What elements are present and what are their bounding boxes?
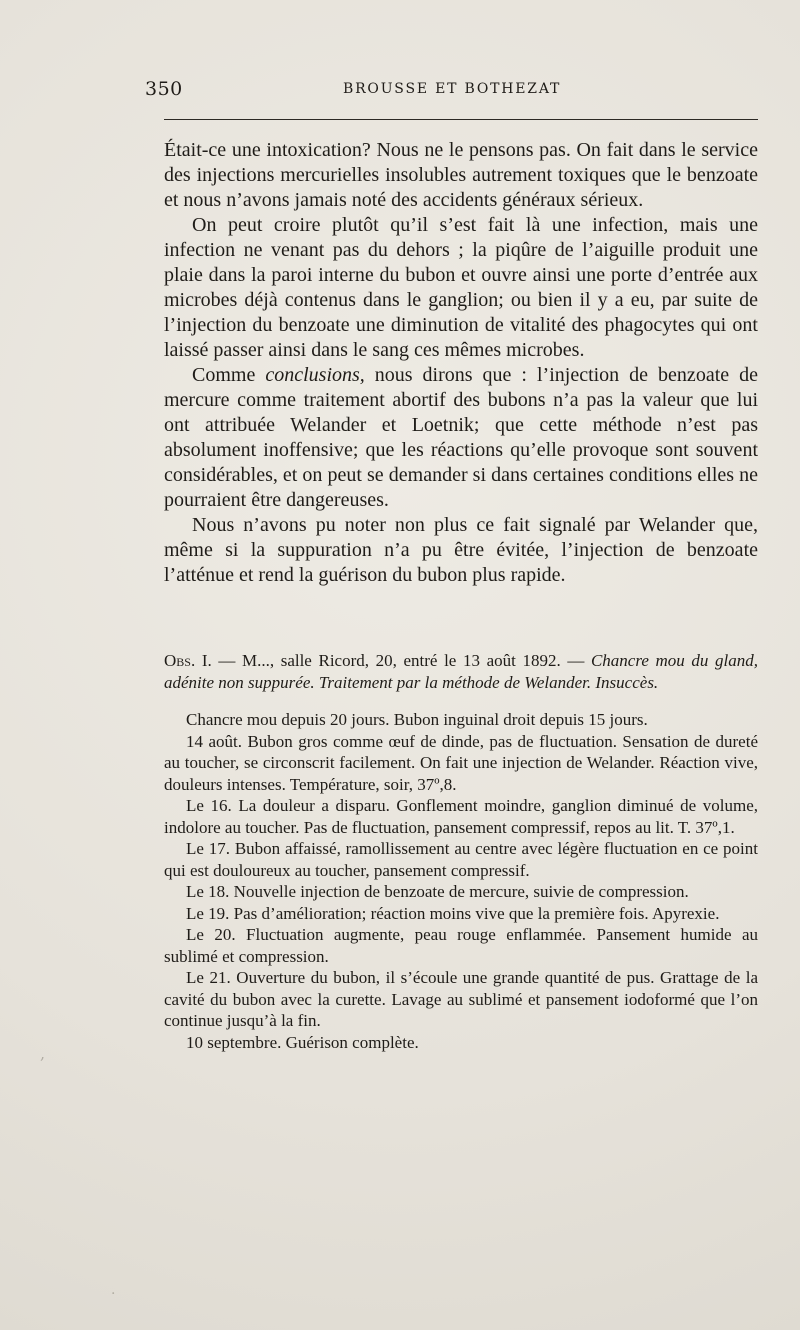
observation-label: Obs. I. (164, 651, 212, 670)
main-text (164, 138, 758, 588)
observation-heading (164, 650, 758, 693)
conclusion-emphasis: conclusions, (265, 364, 365, 386)
observation-entry: Le 20. Fluctuation augmente, peau rouge enflammée. Pansement humide au sublimé et compression. (164, 925, 758, 966)
paragraph-conclusions (164, 363, 758, 513)
paper-speck: · (111, 1286, 116, 1302)
observation-entry: 14 août. Bubon gros comme œuf de dinde, pas de fluctuation. Sensation de dureté au toucher, se circonscrit facilement. On fait une injection de Welander. Réaction vive, douleurs intenses. Température, soir, 37º,8. (164, 731, 758, 794)
observation-entry: Chancre mou depuis 20 jours. Bubon inguinal droit depuis 15 jours. (186, 710, 648, 729)
observation-entry: 10 septembre. Guérison complète. (186, 1032, 419, 1052)
observation-intro: — M..., salle Ricord, 20, entré le 13 août 1892. — (211, 651, 591, 670)
paragraph-intoxication: Était-ce une intoxication? Nous ne le pensons pas. On fait dans le service des injections mercurielles insolubles autrement toxiques que le benzoate et nous n’avons jamais noté des accidents généraux sérieux. (164, 139, 758, 211)
paper-speck: , (40, 1044, 46, 1063)
page-number: 350 (145, 78, 183, 100)
running-head: BROUSSE ET BOTHEZAT (343, 81, 562, 97)
conclusion-after: nous dirons que : l’injection de benzoate de mercure comme traitement abortif des bubons n’a pas la valeur que lui ont attribuée Welander et Loetnik; que cette méthode n’est pas absolument inoffensive; que les réactions qu’elle provoque sont souvent considérables, et on peut se demander si dans certaines conditions elles ne pourraient être dangereuses. (164, 364, 758, 511)
observation-entry: Le 19. Pas d’amélioration; réaction moins vive que la première fois. Apyrexie. (186, 903, 720, 923)
observation-entry: Le 17. Bubon affaissé, ramollissement au centre avec légère fluctuation en ce point qui est douloureux au toucher, pansement compressif. (164, 839, 758, 880)
paragraph-welander: Nous n’avons pu noter non plus ce fait signalé par Welander que, même si la suppuration n’a pu être évitée, l’injection de benzoate l’atténue et rend la guérison du bubon plus rapide. (164, 514, 758, 586)
page-header (145, 78, 758, 106)
observation-title: Chancre mou du gland, adénite non suppurée. Traitement par la méthode de Welander. Insuccès. (164, 651, 758, 692)
observation-entry: Le 21. Ouverture du bubon, il s’écoule une grande quantité de pus. Grattage de la cavité du bubon avec la curette. Lavage au sublimé et pansement iodoformé que l’on continue jusqu’à la fin. (164, 968, 758, 1030)
conclusion-before: Comme (192, 364, 266, 386)
observation-entry: Le 18. Nouvelle injection de benzoate de mercure, suivie de compression. (186, 882, 689, 901)
header-rule (164, 119, 758, 120)
observation-section (164, 650, 758, 1053)
paragraph-infection: On peut croire plutôt qu’il s’est fait là une infection, mais une infection ne venant pas du dehors ; la piqûre de l’aiguille produit une plaie dans la paroi interne du bubon et ouvre ainsi une porte d’entrée aux microbes déjà contenus dans le ganglion; ou bien il y a eu, par suite de l’injection du benzoate une diminution de vitalité des phagocytes qui ont laissé passer ainsi dans le sang ces mêmes microbes. (164, 214, 758, 361)
observation-entry: Le 16. La douleur a disparu. Gonflement moindre, ganglion diminué de volume, indolore au toucher. Pas de fluctuation, pansement compressif, repos au lit. T. 37º,1. (164, 796, 758, 837)
